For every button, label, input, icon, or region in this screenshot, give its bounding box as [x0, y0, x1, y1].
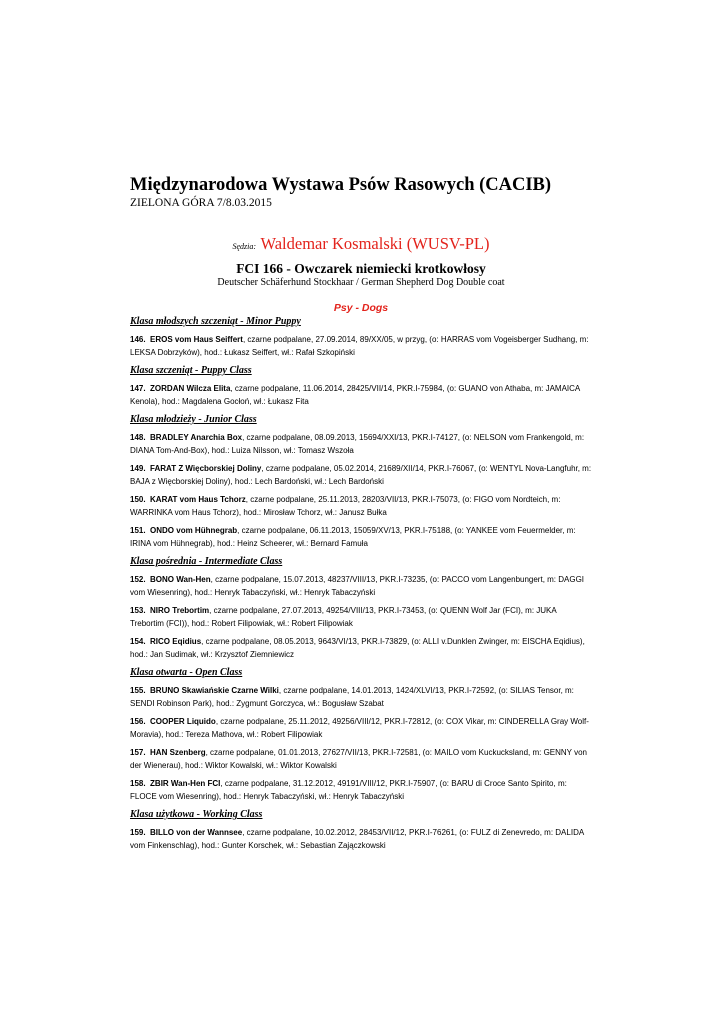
entry-number: 149. — [130, 464, 146, 473]
dog-name: EROS vom Haus Seiffert — [150, 335, 243, 344]
dog-details: , czarne podpalane, 01.01.2013, 27627/VII/13, PKR.I-72581, (o: MAILO vom Kuckucksland, m: GENNY von der Wienerau), hod.: Wiktor Kowalski, wł.: Wiktor Kowalski — [130, 748, 587, 770]
entry-number: 153. — [130, 606, 146, 615]
dog-details: , czarne podpalane, 25.11.2013, 28203/VII/13, PKR.I-75073, (o: FIGO vom Nordteich, m: WARRINKA vom Haus Tchorz), hod.: Mirosław Tchorz, wł.: Janusz Bułka — [130, 495, 561, 517]
entry-number: 156. — [130, 717, 146, 726]
dog-name: ONDO vom Hühnegrab — [150, 526, 238, 535]
entry-number: 151. — [130, 526, 146, 535]
document-content — [130, 174, 592, 857]
dog-details: , czarne podpalane, 08.05.2013, 9643/VI/13, PKR.I-73829, (o: ALLI v.Dunklen Zwinger, m: EISCHA Eqidius), hod.: Jan Sudimak, wł.: Krzysztof Ziemniewicz — [130, 637, 585, 659]
entry-number: 146. — [130, 335, 146, 344]
show-location-date: ZIELONA GÓRA 7/8.03.2015 — [130, 197, 272, 209]
dog-name: KARAT vom Haus Tchorz — [150, 495, 246, 504]
entry-number: 159. — [130, 828, 146, 837]
entry-number: 152. — [130, 575, 146, 584]
dog-details: , czarne podpalane, 08.09.2013, 15694/XXI/13, PKR.I-74127, (o: NELSON vom Frankengold, m: DIANA Tom-And-Box), hod.: Luiza Nilsson, wł.: Tomasz Wszoła — [130, 433, 585, 455]
dog-entry — [130, 715, 592, 741]
dog-name: BILLO von der Wannsee — [150, 828, 243, 837]
entry-number: 157. — [130, 748, 146, 757]
show-title: Międzynarodowa Wystawa Psów Rasowych (CACIB) — [130, 175, 552, 195]
dog-entry — [130, 826, 592, 852]
class-section — [130, 315, 592, 359]
dog-name: BONO Wan-Hen — [150, 575, 211, 584]
class-heading: Klasa otwarta - Open Class — [130, 667, 243, 678]
dog-entry — [130, 382, 592, 408]
dog-entry — [130, 684, 592, 710]
judge-label: Sędzia: — [232, 242, 257, 251]
dog-name: FARAT Z Więcborskiej Doliny — [150, 464, 262, 473]
dog-details: , czarne podpalane, 27.09.2014, 89/XX/05, w przyg, (o: HARRAS vom Vogeisberger Sudhang, m: LEKSA Dobrzyków), hod.: Łukasz Seiffert, wł.: Rafał Szkopiński — [130, 335, 589, 357]
class-list — [130, 315, 592, 852]
dog-details: , czarne podpalane, 15.07.2013, 48237/VIII/13, PKR.I-73235, (o: PACCO vom Langenbungert, m: DAGGI vom Wiesenring), hod.: Henryk Tabaczyński, wł.: Henryk Tabaczyński — [130, 575, 585, 597]
dog-name: ZBIR Wan-Hen FCI — [150, 779, 221, 788]
dog-entry — [130, 431, 592, 457]
class-heading: Klasa użytkowa - Working Class — [130, 809, 263, 820]
class-section — [130, 808, 592, 852]
class-section — [130, 413, 592, 550]
entry-number: 150. — [130, 495, 146, 504]
judge-line — [130, 233, 592, 258]
dog-entry — [130, 573, 592, 599]
dog-name: BRADLEY Anarchia Box — [150, 433, 243, 442]
class-heading: Klasa młodzieży - Junior Class — [130, 414, 257, 425]
dog-entry — [130, 635, 592, 661]
entry-number: 147. — [130, 384, 146, 393]
dog-name: BRUNO Skawiańskie Czarne Wilki — [150, 686, 279, 695]
dog-name: COOPER Liquido — [150, 717, 216, 726]
dog-details: , czarne podpalane, 14.01.2013, 1424/XLVI/13, PKR.I-72592, (o: SILIAS Tensor, m: SENDI Robinson Park), hod.: Zygmunt Gorczyca, wł.: Bogusław Szabat — [130, 686, 574, 708]
entry-number: 154. — [130, 637, 146, 646]
dog-details: , czarne podpalane, 05.02.2014, 21689/XII/14, PKR.I-76067, (o: WENTYL Nova-Langfuhr, m: BAJA z Więcborskiej Doliny), hod.: Lech Bardoński, wł.: Lech Bardoński — [130, 464, 592, 486]
dog-name: HAN Szenberg — [150, 748, 206, 757]
class-heading: Klasa szczeniąt - Puppy Class — [130, 365, 252, 376]
class-section — [130, 666, 592, 803]
breed-title: FCI 166 - Owczarek niemiecki krotkowłosy — [236, 261, 486, 276]
dog-entry — [130, 493, 592, 519]
class-section — [130, 364, 592, 408]
entry-number: 158. — [130, 779, 146, 788]
dog-details: , czarne podpalane, 11.06.2014, 28425/VII/14, PKR.I-75984, (o: GUANO von Athaba, m: JAMAICA Kenola), hod.: Magdalena Gocłoń, wł.: Łukasz Fita — [130, 384, 580, 406]
dog-details: , czarne podpalane, 10.02.2012, 28453/VII/12, PKR.I-76261, (o: FULZ di Zenevredo, m: DALIDA vom Finkenschlag), hod.: Gunter Korschek, wł.: Sebastian Zajączkowski — [130, 828, 584, 850]
entry-number: 155. — [130, 686, 146, 695]
dog-entry — [130, 333, 592, 359]
dog-name: ZORDAN Wilcza Elita — [150, 384, 231, 393]
class-heading: Klasa młodszych szczeniąt - Minor Puppy — [130, 316, 301, 327]
class-section — [130, 555, 592, 661]
class-heading: Klasa pośrednia - Intermediate Class — [130, 556, 283, 567]
dog-details: , czarne podpalane, 06.11.2013, 15059/XV/13, PKR.I-75188, (o: YANKEE vom Feuermelder, m: IRINA vom Hühnegrab), hod.: Heinz Scheerer, wł.: Bernard Famuła — [130, 526, 576, 548]
sex-heading: Psy - Dogs — [333, 302, 389, 314]
dog-details: , czarne podpalane, 27.07.2013, 49254/VIII/13, PKR.I-73453, (o: QUENN Wolf Jar (FCI), m: JUKA Trebortim (FCI)), hod.: Robert Filipowiak, wł.: Robert Filipowiak — [130, 606, 557, 628]
judge-name: Waldemar Kosmalski (WUSV-PL) — [260, 234, 490, 253]
entry-number: 148. — [130, 433, 146, 442]
dog-entry — [130, 746, 592, 772]
dog-entry — [130, 462, 592, 488]
dog-entry — [130, 604, 592, 630]
dog-name: RICO Eqidius — [150, 637, 202, 646]
dog-entry — [130, 777, 592, 803]
breed-subtitle: Deutscher Schäferhund Stockhaar / German Shepherd Dog Double coat — [217, 277, 505, 288]
dog-details: , czarne podpalane, 31.12.2012, 49191/VIII/12, PKR.I-75907, (o: BARU di Croce Santo Spirito, m: FLOCE vom Wiesenring), hod.: Henryk Tabaczyński, wł.: Henryk Tabaczyński — [130, 779, 567, 801]
dog-name: NIRO Trebortim — [150, 606, 210, 615]
dog-details: , czarne podpalane, 25.11.2012, 49256/VIII/12, PKR.I-72812, (o: COX Vikar, m: CINDERELLA Gray Wolf-Moravia), hod.: Tereza Mathova, wł.: Robert Filipowiak — [130, 717, 589, 739]
dog-entry — [130, 524, 592, 550]
